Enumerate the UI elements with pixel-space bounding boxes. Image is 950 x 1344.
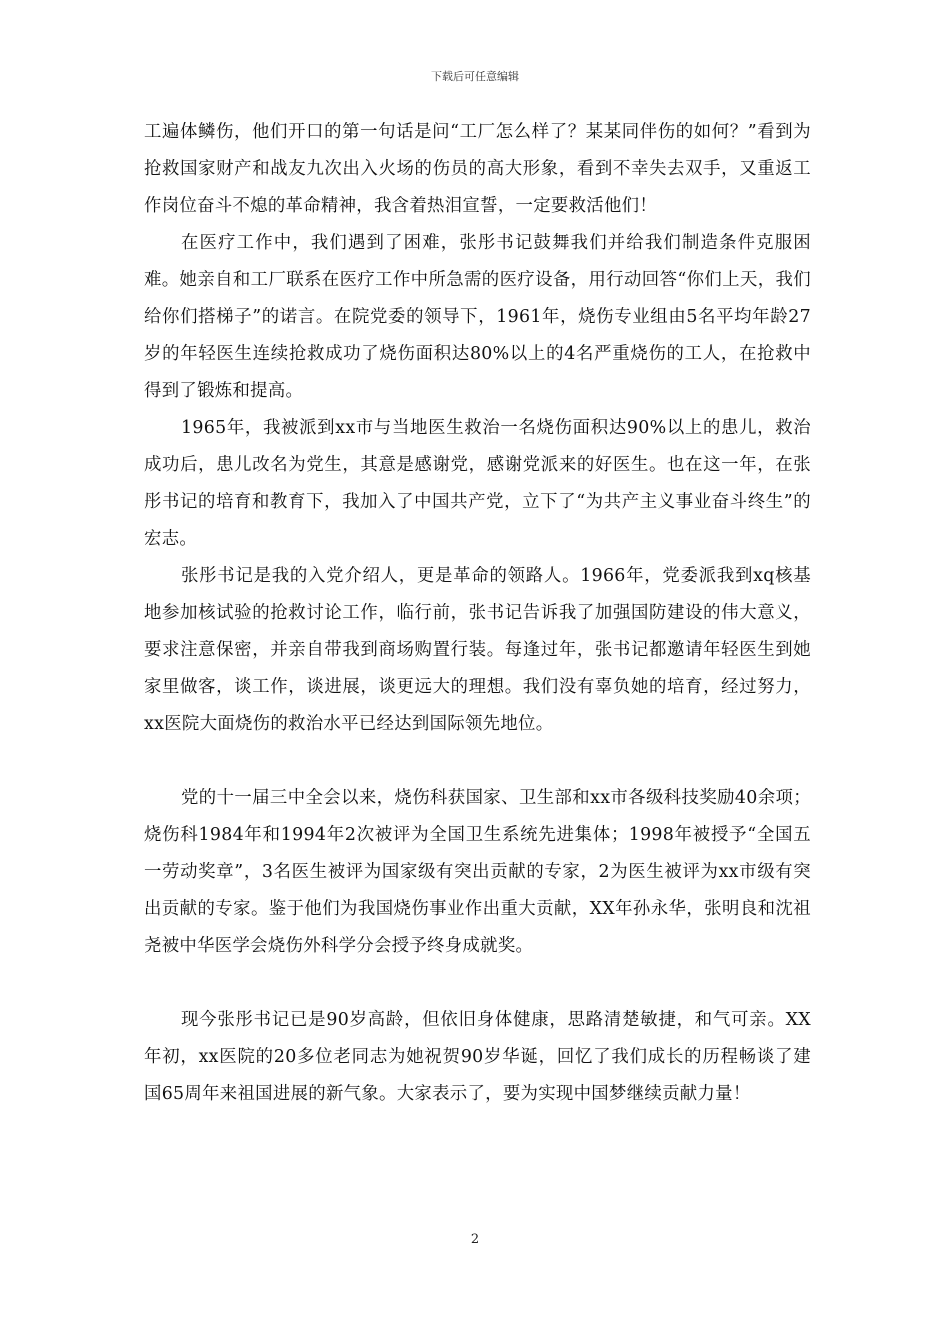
paragraph-4: 张彤书记是我的入党介绍人，更是革命的领路人。1966年，党委派我到xq核基地参加核试验的抢救讨论工作，临行前，张书记告诉我了加强国防建设的伟大意义，要求注意保密，并亲自带我到商场购置行装。每逢过年，张书记都邀请年轻医生到她家里做客，谈工作，谈进展，谈更远大的理想。我们没有辜负她的培育，经过努力，xx医院大面烧伤的救治水平已经达到国际领先地位。 — [144, 566, 811, 734]
blank-line — [144, 743, 811, 780]
paragraph-2: 在医疗工作中，我们遇到了困难，张彤书记鼓舞我们并给我们制造条件克服困难。她亲自和工厂联系在医疗工作中所急需的医疗设备，用行动回答“你们上天，我们给你们搭梯子”的诺言。在院党委的领导下，1961年，烧伤专业组由5名平均年龄27岁的年轻医生连续抢救成功了烧伤面积达80%以上的4名严重烧伤的工人，在抢救中得到了锻炼和提高。 — [144, 233, 811, 401]
document-body — [144, 114, 811, 1113]
paragraph-1: 工遍体鳞伤，他们开口的第一句话是问“工厂怎么样了？某某同伴伤的如何？”看到为抢救国家财产和战友九次出入火场的伤员的高大形象，看到不幸失去双手，又重返工作岗位奋斗不熄的革命精神，我含着热泪宣誓，一定要救活他们！ — [144, 122, 811, 216]
blank-line — [144, 965, 811, 1002]
paragraph-3: 1965年，我被派到xx市与当地医生救治一名烧伤面积达90%以上的患儿，救治成功后，患儿改名为党生，其意是感谢党，感谢党派来的好医生。也在这一年，在张彤书记的培育和教育下，我加入了中国共产党，立下了“为共产主义事业奋斗终生”的宏志。 — [144, 418, 811, 549]
paragraph-5: 党的十一届三中全会以来，烧伤科获国家、卫生部和xx市各级科技奖励40余项；烧伤科1984年和1994年2次被评为全国卫生系统先进集体；1998年被授予“全国五一劳动奖章”，3名医生被评为国家级有突出贡献的专家，2为医生被评为xx市级有突出贡献的专家。鉴于他们为我国烧伤事业作出重大贡献，XX年孙永华，张明良和沈祖尧被中华医学会烧伤外科学分会授予终身成就奖。 — [144, 788, 811, 956]
page-number: 2 — [470, 1232, 480, 1247]
paragraph-6: 现今张彤书记已是90岁高龄，但依旧身体健康，思路清楚敏捷，和气可亲。XX年初，xx医院的20多位老同志为她祝贺90岁华诞，回忆了我们成长的历程畅谈了建国65周年来祖国进展的新气象。大家表示了，要为实现中国梦继续贡献力量！ — [144, 1010, 811, 1104]
page-header: 下载后可任意编辑 — [431, 70, 519, 83]
